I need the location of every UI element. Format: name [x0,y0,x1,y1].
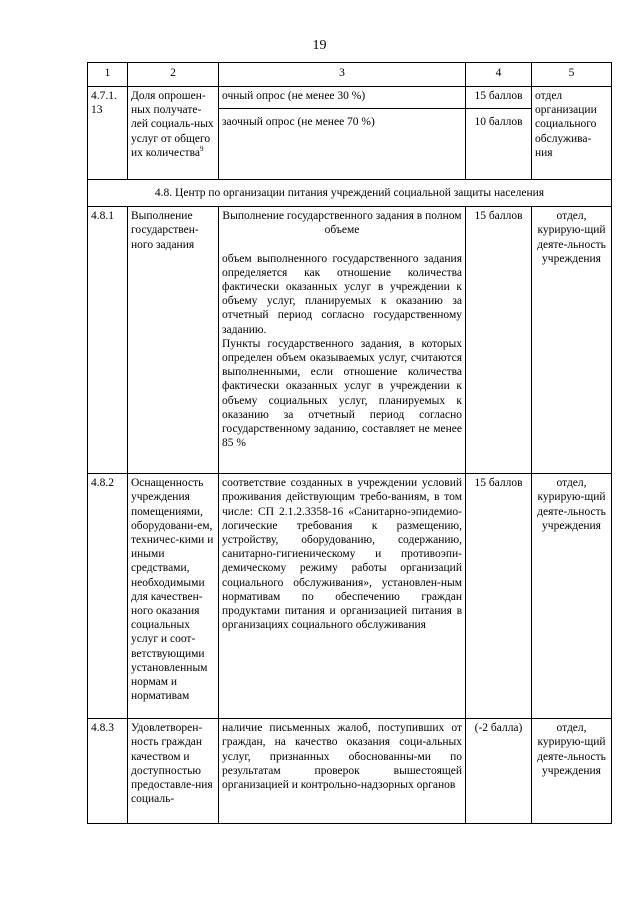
responsible-cell: отдел, курирую-щий деяте-льность учреждения [532,207,612,474]
section-row [88,180,612,207]
row-number: 4.8.2 [88,474,128,719]
page-number: 19 [312,38,327,53]
row-number: 4.7.1. 13 [88,87,128,180]
indicator-name: Оснащенность учреждения помещениями, оборудовани-ем, техничес-кими и иными средствами, необходимыми для качествен-ного оказания социальных услуг и соот-ветствующими установленным нормам и нормативам [128,474,219,719]
criterion-paragraph: Пункты государственного задания, в которых определен объем оказываемых услуг, считаются выполненными, если отношение количества фактически оказанных услуг в учреждении к объему социальных услуг, планируемых к оказанию за отчетный период согласно государственному заданию, составляет не менее 85 % [222,337,462,450]
criterion-cell: наличие письменных жалоб, поступивших от граждан, на качество оказания соци-альных услуг, признанных обоснованны-ми по результатам проверок вышестоящей организацией и контрольно-надзорных органов [219,719,466,824]
responsible-cell: отдел, курирую-щий деяте-льность учреждения [532,474,612,719]
col-header-2: 2 [128,63,219,87]
criterion-paragraph: объем выполненного государственного задания определяется как отношение количества фактически оказанных услуг в учреждении к объему услуг, планируемых к оказанию за отчетный период согласно государственному заданию. [222,252,462,336]
table-row [88,474,612,719]
indicator-name: Выполнение государствен-ного задания [128,207,219,474]
score-cell: 15 баллов [466,87,532,109]
table-row [88,207,612,474]
score-cell: 10 баллов [466,109,532,180]
criterion-cell: очный опрос (не менее 30 %) [219,87,466,109]
col-header-3: 3 [219,63,466,87]
criterion-cell: заочный опрос (не менее 70 %) [219,109,466,180]
indicator-name: Удовлетворен-ность граждан качеством и доступностью предоставле-ния социаль- [128,719,219,824]
criteria-table [87,62,612,824]
indicator-name [128,87,219,180]
footnote-mark: 9 [199,144,204,153]
col-header-1: 1 [88,63,128,87]
row-number: 4.8.3 [88,719,128,824]
criterion-cell: соответствие созданных в учреждении условий проживания действующим требо-ваниям, в том числе: СП 2.1.2.3358-16 «Санитарно-эпидемио-логические требования к размещению, устройству, оборудованию, содержанию, санитарно-гигиеническому и противоэпи-демическому режиму работы организаций социального обслуживания», установлен-ным нормативам по обеспечению граждан продуктами питания и организацией питания в организациях социального обслуживания [219,474,466,719]
table-row [88,87,612,109]
indicator-text: Доля опрошен-ных получате-лей социаль-ных услуг от общего их количества [131,90,214,159]
section-title: 4.8. Центр по организации питания учреждений социальной защиты населения [88,180,612,207]
score-cell: (-2 балла) [466,719,532,824]
table-row [88,719,612,824]
header-row [88,63,612,87]
score-cell: 15 баллов [466,474,532,719]
responsible-cell: отдел, курирую-щий деяте-льность учреждения [532,719,612,824]
responsible-cell: отдел организации социального обслужива-ния [532,87,612,180]
col-header-4: 4 [466,63,532,87]
criterion-cell [219,207,466,474]
row-number: 4.8.1 [88,207,128,474]
score-cell: 15 баллов [466,207,532,474]
criterion-title: Выполнение государственного задания в полном объеме [222,210,462,237]
col-header-5: 5 [532,63,612,87]
